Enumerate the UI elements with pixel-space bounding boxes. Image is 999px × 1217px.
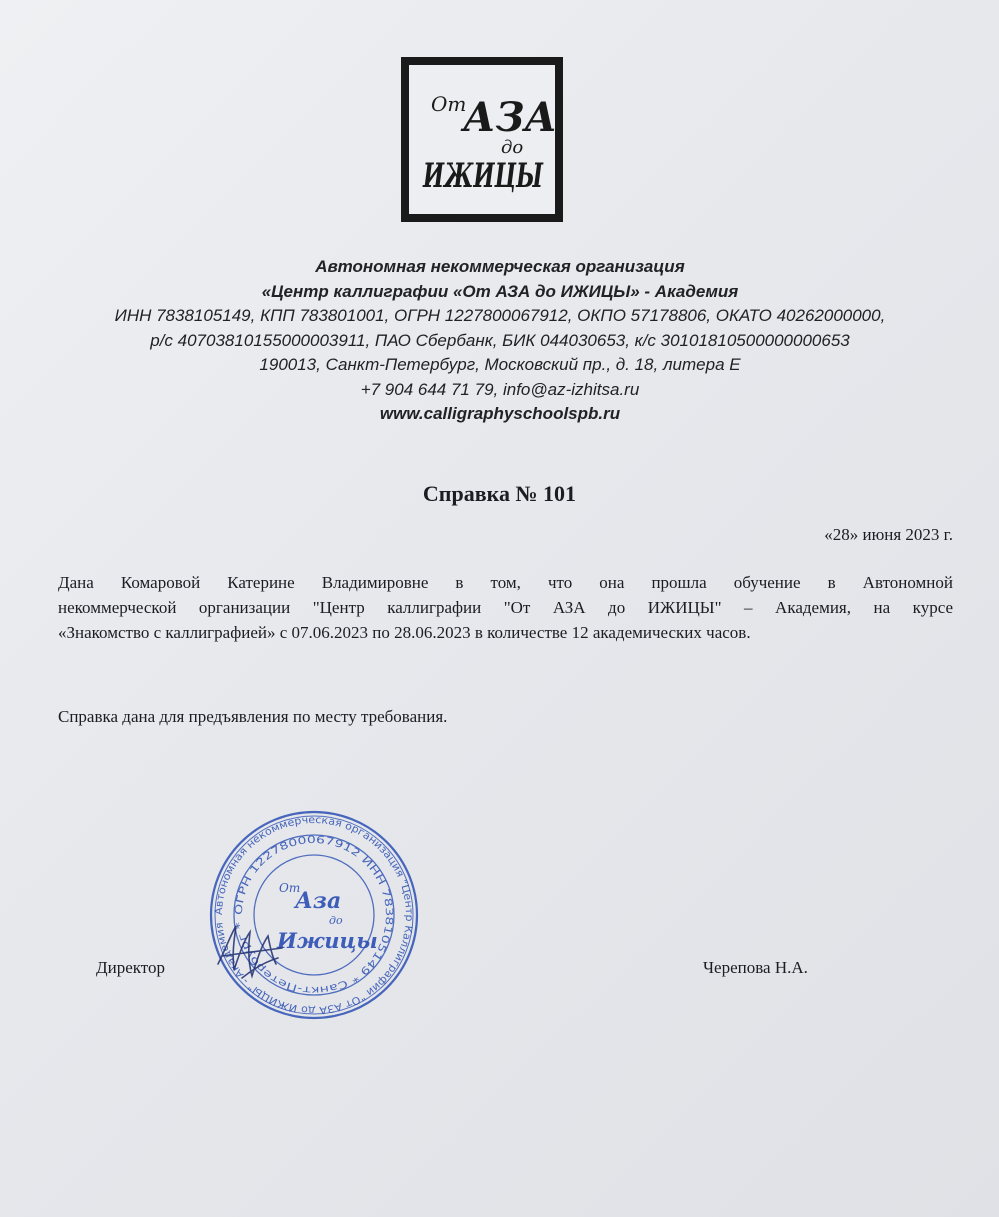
stamp-graphic [209, 810, 419, 1020]
logo-lettering [409, 65, 558, 214]
signatory-role: Директор [96, 958, 165, 977]
contacts: +7 904 644 71 79, info@az-izhitsa.ru [360, 379, 640, 399]
logo-line3: до [501, 137, 524, 158]
document-date: «28» июня 2023 г. [824, 525, 953, 544]
official-stamp [209, 810, 419, 1020]
stamp-inner-text: ОГРН 1227800067912 ИНН 7838105149 * Санкт-Петербург * [233, 834, 395, 996]
logo-line2: АЗА [463, 94, 558, 141]
signature-strokes [212, 918, 292, 988]
requisites-line-1: ИНН 7838105149, КПП 783801001, ОГРН 1227800067912, ОКПО 57178806, ОКАТО 40262000000, [114, 306, 886, 325]
organization-logo [401, 57, 563, 222]
document-title: Справка № 101 [422, 481, 577, 506]
document-note: Справка дана для предъявления по месту требования. [58, 707, 448, 726]
requisites-line-2: р/с 40703810155000003911, ПАО Сбербанк, БИК 044030653, к/с 30101810500000000653 [150, 330, 850, 350]
stamp-outer-text: Автономная некоммерческая организация "Центр Каллиграфии "От АЗА до ИЖИЦЫ" - Академия [213, 814, 415, 1016]
logo-inner [409, 65, 558, 214]
website: www.calligraphyschoolspb.ru [379, 404, 621, 423]
logo-line1: От [431, 92, 467, 116]
document-body [58, 570, 953, 645]
body-line-2: некоммерческой организации "Центр каллиграфии "От АЗА до ИЖИЦЫ" – Академия, на курсе [58, 598, 953, 617]
org-type: Автономная некоммерческая организация [315, 257, 685, 276]
handwritten-signature [212, 918, 292, 988]
letterhead [40, 255, 960, 427]
signatory-name: Черепова Н.А. [703, 958, 808, 977]
stamp-center-line1: От [279, 881, 301, 895]
address: 190013, Санкт-Петербург, Московский пр., д. 18, литера Е [259, 355, 741, 374]
stamp-center-line4: Ижицы [277, 928, 378, 953]
org-name: «Центр каллиграфии «От АЗА до ИЖИЦЫ» - Академия [261, 281, 739, 301]
stamp-center-line2: Аза [295, 888, 342, 914]
body-line-1: Дана Комаровой Катерине Владимировне в том, что она прошла обучение в Автономной [58, 573, 953, 592]
logo-line4: ИЖИЦЫ [422, 156, 544, 196]
body-line-3: «Знакомство с каллиграфией» с 07.06.2023 по 28.06.2023 в количестве 12 академических часов. [58, 623, 751, 642]
stamp-center-line3: до [329, 914, 343, 927]
